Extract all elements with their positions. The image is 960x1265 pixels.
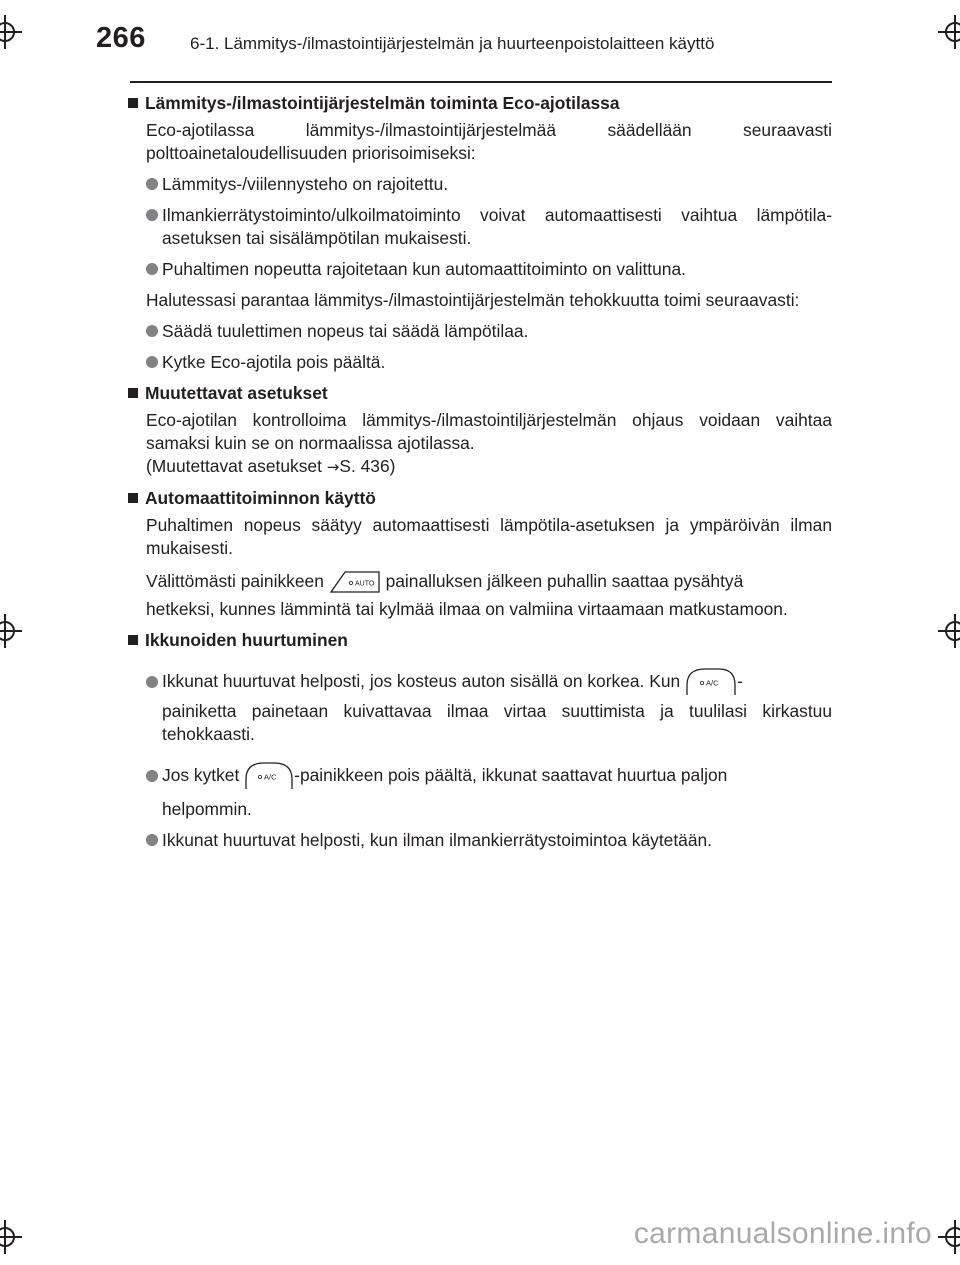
arrow-right-icon: → — [326, 458, 340, 476]
eco-intro: Eco-ajotilassa lämmitys-/ilmastointijärjestelmää säädellään seuraavasti polttoainetaloudellisuuden priorisoimiseksi: — [146, 120, 832, 163]
crop-mark-top-left — [0, 15, 22, 49]
auto-button-label: AUTO — [354, 580, 375, 588]
heading-settings-text: Muutettavat asetukset — [145, 383, 328, 403]
crop-mark-bottom-left — [0, 1220, 22, 1254]
crop-mark-mid-right — [938, 614, 960, 648]
square-bullet-icon — [128, 98, 138, 108]
heading-eco-mode — [127, 92, 832, 115]
ac-button-icon — [244, 761, 294, 791]
page-content — [127, 92, 832, 860]
round-bullet-icon — [146, 676, 158, 688]
ac-button-label: A/C — [706, 678, 719, 688]
square-bullet-icon — [128, 493, 138, 503]
eco-bullet-2: Ilmankierrätystoiminto/ulkoilmatoiminto voivat automaattisesti vaihtua lämpötila-asetuksen tai sisälämpötilan mukaisesti. — [146, 204, 832, 250]
auto-button-line: Välittömästi painikkeen AUTO painalluksen jälkeen puhallin saattaa pysähtyä — [146, 564, 832, 598]
crop-mark-top-right — [938, 15, 960, 49]
eco-improve-bullet-1: Säädä tuulettimen nopeus tai säädä lämpötilaa. — [146, 320, 832, 343]
crop-mark-mid-left — [0, 614, 22, 648]
ac-button-icon — [685, 667, 737, 697]
heading-fog — [127, 629, 832, 652]
eco-improve: Halutessasi parantaa lämmitys-/ilmastointijärjestelmän tehokkuutta toimi seuraavasti: — [146, 290, 800, 310]
page-number: 266 — [96, 22, 146, 54]
heading-auto-text: Automaattitoiminnon käyttö — [145, 488, 376, 508]
heading-settings — [127, 382, 832, 405]
watermark: carmanualsonline.info — [633, 1217, 932, 1250]
round-bullet-icon — [146, 178, 158, 190]
eco-bullet-3: Puhaltimen nopeutta rajoitetaan kun automaattitoiminto on valittuna. — [146, 258, 832, 281]
square-bullet-icon — [128, 388, 138, 398]
round-bullet-icon — [146, 770, 158, 782]
heading-eco-mode-text: Lämmitys-/ilmastointijärjestelmän toiminta Eco-ajotilassa — [145, 93, 620, 113]
round-bullet-icon — [146, 209, 158, 221]
eco-improve-bullet-2: Kytke Eco-ajotila pois päältä. — [146, 351, 832, 374]
heading-fog-text: Ikkunoiden huurtuminen — [145, 630, 348, 650]
fog-bullet-2: Jos kytket A/C -painikkeen pois päältä, ikkunat saattavat huurtua paljon helpommin. — [146, 756, 832, 821]
heading-auto — [127, 487, 832, 510]
header-rule — [130, 81, 832, 83]
square-bullet-icon — [128, 635, 138, 645]
settings-text: Eco-ajotilan kontrolloima lämmitys-/ilmastointiljärjestelmän ohjaus voidaan vaihtaa samaksi kuin se on normaalissa ajotilassa. (Muutettavat asetukset →S. 436) — [146, 410, 832, 476]
eco-bullet-1: Lämmitys-/viilennysteho on rajoitettu. — [146, 173, 832, 196]
page-reference: S. 436) — [339, 456, 396, 476]
round-bullet-icon — [146, 356, 158, 368]
round-bullet-icon — [146, 834, 158, 846]
round-bullet-icon — [146, 325, 158, 337]
auto-button-icon — [329, 570, 381, 594]
auto-continue: hetkeksi, kunnes lämmintä tai kylmää ilmaa on valmiina virtaamaan matkustamoon. — [146, 599, 788, 619]
section-title: 6-1. Lämmitys-/ilmastointijärjestelmän ja huurteenpoistolaitteen käyttö — [190, 34, 715, 53]
ac-button-label: A/C — [264, 772, 277, 782]
auto-text: Puhaltimen nopeus säätyy automaattisesti lämpötila-asetuksen ja ympäröivän ilman mukaisesti. — [146, 515, 832, 558]
fog-bullet-1: Ikkunat huurtuvat helposti, jos kosteus auton sisällä on korkea. Kun A/C - painiketta painetaan kuivattavaa ilmaa virtaa suuttimista ja tuulilasi kirkastuu tehokkaasti. — [146, 662, 832, 746]
crop-mark-bottom-right — [938, 1220, 960, 1254]
round-bullet-icon — [146, 263, 158, 275]
fog-bullet-3: Ikkunat huurtuvat helposti, kun ilman ilmankierrätystoimintoa käytetään. — [146, 829, 832, 852]
